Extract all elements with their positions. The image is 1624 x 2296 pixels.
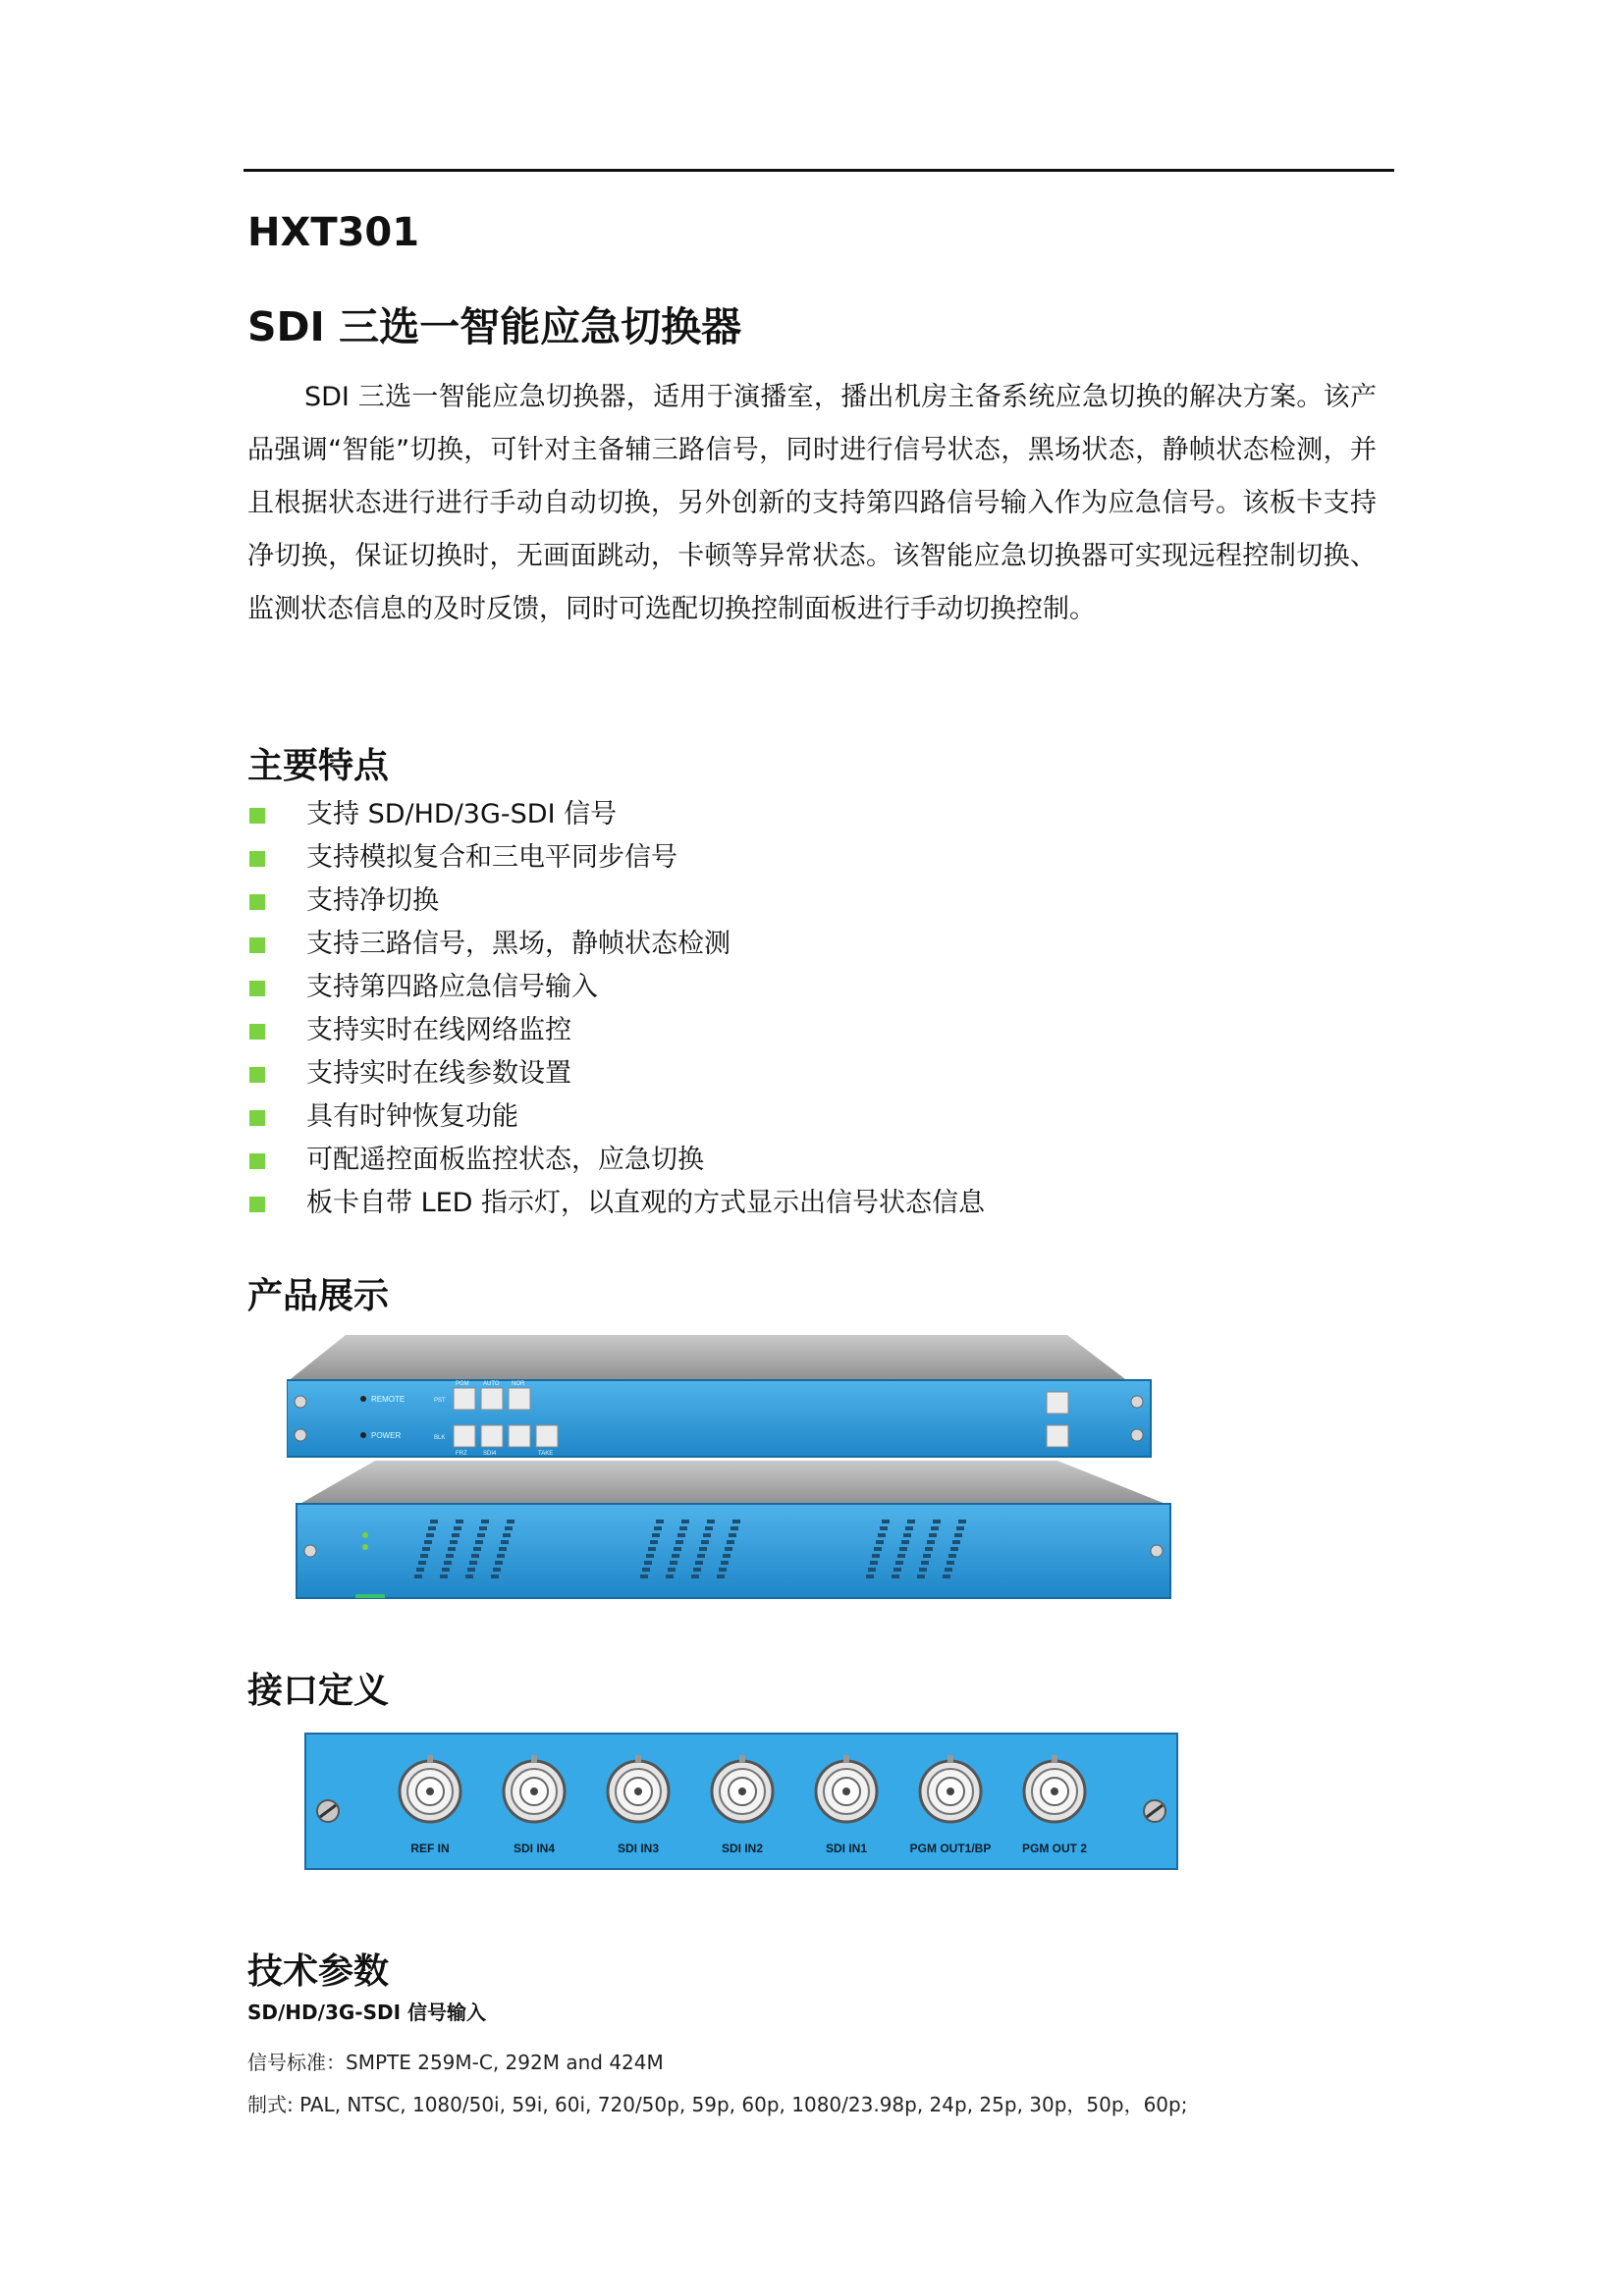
vent-slot — [903, 1533, 911, 1537]
feature-item — [247, 966, 985, 1009]
vent-slot — [721, 1561, 729, 1565]
bullet-square-icon — [249, 894, 265, 910]
vent-slot — [677, 1533, 685, 1537]
vent-slot — [674, 1547, 681, 1551]
feature-text: 支持模拟复合和三电平同步信号 — [306, 842, 677, 873]
vent-slot — [876, 1540, 884, 1544]
feature-text: 支持实时在线参数设置 — [306, 1058, 571, 1089]
vent-slot — [931, 1526, 939, 1530]
vent-slot — [424, 1540, 432, 1544]
vent-slot — [475, 1540, 483, 1544]
port-label: SDI IN1 — [825, 1842, 868, 1855]
vent-slot — [691, 1575, 699, 1578]
vent-slot — [945, 1568, 952, 1572]
features-heading: 主要特点 — [247, 746, 390, 786]
header-rule — [244, 169, 1394, 172]
vent-slot — [727, 1540, 734, 1544]
bullet-square-icon — [249, 1067, 265, 1083]
vent-slot — [729, 1533, 736, 1537]
feature-text: 支持实时在线网络监控 — [306, 1015, 571, 1045]
vent-slot — [866, 1575, 874, 1578]
vent-slot — [868, 1568, 876, 1572]
vent-slot — [956, 1526, 964, 1530]
vent-slot — [907, 1520, 915, 1523]
feature-text: 支持三路信号，黑场，静帧状态检测 — [306, 929, 731, 959]
vent-slot — [652, 1533, 660, 1537]
vent-slot — [481, 1520, 489, 1523]
vent-slot — [917, 1575, 925, 1578]
svg-text:SDI4: SDI4 — [483, 1451, 497, 1457]
feature-text: 板卡自带 LED 指示灯，以直观的方式显示出信号状态信息 — [306, 1188, 986, 1218]
vent-slot — [418, 1561, 426, 1565]
vent-slot — [947, 1561, 954, 1565]
vent-slot — [929, 1533, 937, 1537]
bullet-square-icon — [249, 1110, 265, 1126]
vent-slot — [469, 1561, 477, 1565]
feature-item — [247, 1095, 985, 1139]
vent-slot — [640, 1575, 648, 1578]
power-label: POWER — [371, 1431, 402, 1440]
svg-text:PGM: PGM — [456, 1381, 469, 1387]
vent-slot — [925, 1547, 933, 1551]
svg-text:BLK: BLK — [434, 1435, 446, 1441]
vent-slot — [497, 1554, 505, 1558]
vent-slot — [923, 1554, 931, 1558]
bullet-square-icon — [249, 1197, 265, 1212]
vent-slot — [723, 1554, 731, 1558]
vent-slot — [882, 1520, 890, 1523]
svg-text:FRZ: FRZ — [456, 1451, 467, 1457]
vent-slot — [919, 1568, 927, 1572]
vent-slot — [670, 1561, 677, 1565]
vent-slot — [491, 1575, 499, 1578]
vent-slot — [872, 1554, 880, 1558]
features-list — [247, 793, 985, 1225]
vent-slot — [422, 1547, 430, 1551]
vent-slot — [428, 1526, 436, 1530]
bullet-square-icon — [249, 981, 265, 996]
vent-slot — [697, 1554, 705, 1558]
port-label: SDI IN2 — [721, 1842, 764, 1855]
vent-slot — [507, 1520, 514, 1523]
feature-item — [247, 1009, 985, 1052]
vent-slot — [473, 1547, 481, 1551]
spec-formats: 制式: PAL, NTSC, 1080/50i, 59i, 60i, 720/50p, 59p, 60p, 1080/23.98p, 24p, 25p, 30p，50p，60p; — [247, 2093, 1188, 2116]
vent-slot — [448, 1547, 456, 1551]
feature-item — [247, 1139, 985, 1182]
vent-slot — [442, 1568, 450, 1572]
bullet-square-icon — [249, 1153, 265, 1169]
vent-slot — [456, 1520, 463, 1523]
vent-slot — [499, 1547, 507, 1551]
vent-slot — [656, 1520, 664, 1523]
vent-slot — [878, 1533, 886, 1537]
device-illustration — [287, 1333, 1180, 1616]
interface-panel — [304, 1733, 1178, 1870]
vent-slot — [725, 1547, 732, 1551]
vent-slot — [666, 1575, 674, 1578]
svg-text:NOR: NOR — [512, 1381, 525, 1387]
vent-slot — [465, 1575, 473, 1578]
bullet-square-icon — [249, 1024, 265, 1040]
vent-slot — [701, 1540, 709, 1544]
panel-screw-right — [1144, 1800, 1165, 1822]
vent-slot — [452, 1533, 460, 1537]
vent-slot — [650, 1540, 658, 1544]
vent-slot — [414, 1575, 422, 1578]
interface-heading: 接口定义 — [247, 1671, 390, 1711]
vent-slot — [679, 1526, 687, 1530]
vent-slot — [444, 1561, 452, 1565]
vent-slot — [646, 1554, 654, 1558]
vent-slot — [703, 1533, 711, 1537]
vent-slot — [719, 1568, 727, 1572]
vent-slot — [892, 1575, 899, 1578]
vent-slot — [958, 1520, 966, 1523]
vent-slot — [731, 1526, 738, 1530]
vent-slot — [471, 1554, 479, 1558]
bullet-square-icon — [249, 851, 265, 867]
vent-slot — [874, 1547, 882, 1551]
rear-panel-unit — [297, 1461, 1170, 1598]
product-heading: 产品展示 — [247, 1276, 390, 1316]
port-label: SDI IN4 — [513, 1842, 556, 1855]
svg-text:AUTO: AUTO — [483, 1381, 500, 1387]
vent-slot — [699, 1547, 707, 1551]
vent-slot — [495, 1561, 503, 1565]
vent-slot — [642, 1568, 650, 1572]
feature-item — [247, 793, 985, 836]
svg-text:TAKE: TAKE — [538, 1451, 554, 1457]
bullet-square-icon — [249, 808, 265, 824]
vent-slot — [426, 1533, 434, 1537]
spec-standard: 信号标准：SMPTE 259M-C, 292M and 424M — [247, 2051, 664, 2074]
vent-slot — [732, 1520, 740, 1523]
feature-text: 可配遥控面板监控状态，应急切换 — [306, 1145, 704, 1175]
product-title: SDI 三选一智能应急切换器 — [247, 303, 742, 350]
vent-slot — [954, 1533, 962, 1537]
vent-slot — [477, 1533, 485, 1537]
vent-slot — [707, 1520, 715, 1523]
vent-slot — [899, 1547, 907, 1551]
vent-slot — [905, 1526, 913, 1530]
vent-slot — [893, 1568, 901, 1572]
vent-slot — [921, 1561, 929, 1565]
vent-slot — [503, 1533, 511, 1537]
feature-item — [247, 1182, 985, 1225]
vent-slot — [695, 1561, 703, 1565]
feature-text: 支持 SD/HD/3G-SDI 信号 — [306, 799, 618, 829]
feature-item — [247, 880, 985, 923]
feature-text: 具有时钟恢复功能 — [306, 1101, 518, 1132]
vent-slot — [648, 1547, 656, 1551]
vent-slot — [717, 1575, 725, 1578]
intro-paragraph: SDI 三选一智能应急切换器，适用于演播室，播出机房主备系统应急切换的解决方案。该产品强调“智能”切换，可针对主备辅三路信号，同时进行信号状态，黑场状态，静帧状态检测，并且根据状态进行进行手动自动切换，另外创新的支持第四路信号输入作为应急信号。该板卡支持净切换，保证切换时，无画面跳动，卡顿等异常状态。该智能应急切换器可实现远程控制切换、监测状态信息的及时反馈，同时可选配切换控制面板进行手动切换控制。 — [247, 382, 1377, 624]
vent-slot — [705, 1526, 713, 1530]
front-panel-unit — [287, 1335, 1151, 1457]
vent-slot — [467, 1568, 475, 1572]
svg-text:PST: PST — [434, 1398, 446, 1404]
specs-subheading: SD/HD/3G-SDI 信号输入 — [247, 2001, 486, 2024]
vent-slot — [927, 1540, 935, 1544]
vent-slot — [870, 1561, 878, 1565]
vent-slot — [420, 1554, 428, 1558]
vent-slot — [693, 1568, 701, 1572]
vent-slot — [948, 1554, 956, 1558]
bullet-square-icon — [249, 937, 265, 953]
vent-slot — [654, 1526, 662, 1530]
vent-slot — [676, 1540, 683, 1544]
feature-item — [247, 923, 985, 966]
feature-text: 支持第四路应急信号输入 — [306, 972, 598, 1002]
vent-slot — [668, 1568, 676, 1572]
panel-screw-left — [317, 1800, 339, 1822]
vent-slot — [933, 1520, 941, 1523]
feature-text: 支持净切换 — [306, 885, 439, 916]
vent-slot — [895, 1561, 903, 1565]
port-label: PGM OUT1/BP — [909, 1842, 992, 1855]
model-number: HXT301 — [247, 210, 420, 255]
vent-slot — [416, 1568, 424, 1572]
vent-slot — [440, 1575, 448, 1578]
vent-slot — [672, 1554, 679, 1558]
vent-slot — [430, 1520, 438, 1523]
vent-slot — [901, 1540, 909, 1544]
vent-slot — [950, 1547, 958, 1551]
port-label: REF IN — [410, 1842, 450, 1855]
feature-item — [247, 836, 985, 880]
port-label: PGM OUT 2 — [1021, 1842, 1088, 1855]
vent-slot — [505, 1526, 513, 1530]
port-label: SDI IN3 — [617, 1842, 660, 1855]
vent-slot — [897, 1554, 905, 1558]
vent-slot — [681, 1520, 689, 1523]
vent-slot — [446, 1554, 454, 1558]
vent-slot — [493, 1568, 501, 1572]
vent-slot — [454, 1526, 461, 1530]
specs-heading: 技术参数 — [247, 1951, 390, 1992]
vent-slot — [479, 1526, 487, 1530]
vent-slot — [501, 1540, 509, 1544]
vent-slot — [644, 1561, 652, 1565]
vent-slot — [880, 1526, 888, 1530]
vent-slot — [450, 1540, 458, 1544]
vent-slot — [943, 1575, 950, 1578]
feature-item — [247, 1052, 985, 1095]
vent-slot — [952, 1540, 960, 1544]
remote-label: REMOTE — [371, 1395, 406, 1404]
